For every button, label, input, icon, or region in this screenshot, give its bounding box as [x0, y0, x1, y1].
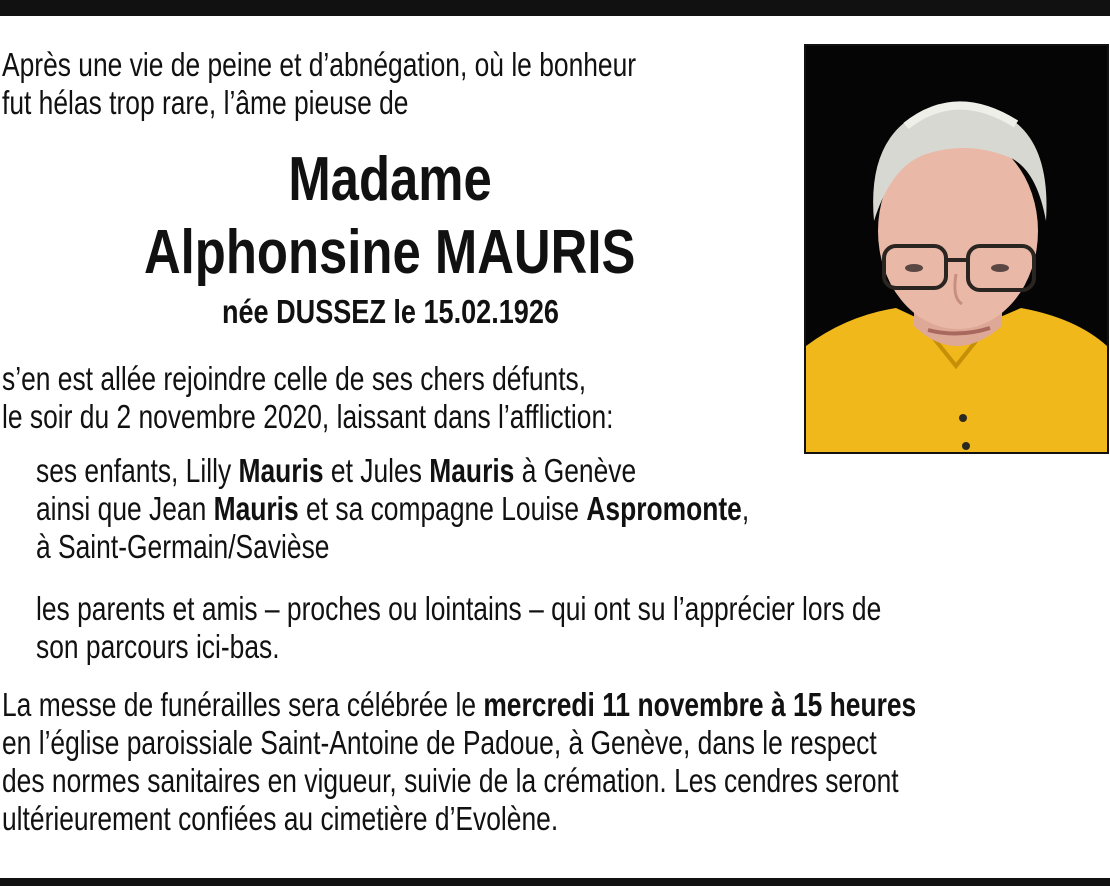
relatives-line-2: son parcours ici-bas.	[36, 628, 280, 665]
top-rule	[0, 0, 1110, 16]
family-line-3: à Saint-Germain/Savièse	[36, 528, 330, 565]
mass-line-3: des normes sanitaires en vigueur, suivie de la crémation. Les cendres seront	[2, 762, 899, 799]
family-line-2: ainsi que Jean Mauris et sa compagne Louise Aspromonte,	[36, 490, 750, 527]
mass-line-4: ultérieurement confiées au cimetière d’Evolène.	[2, 800, 559, 837]
passing-line-2: le soir du 2 novembre 2020, laissant dans l’affliction:	[2, 398, 614, 435]
intro-line-2: fut hélas trop rare, l’âme pieuse de	[2, 84, 409, 121]
bottom-rule	[0, 878, 1110, 886]
portrait-photo	[804, 44, 1109, 454]
birth-info: née DUSSEZ le 15.02.1926	[221, 293, 559, 330]
intro-text	[2, 46, 636, 122]
relatives-line-1: les parents et amis – proches ou lointains – qui ont su l’apprécier lors de	[36, 590, 882, 627]
mass-line-2: en l’église paroissiale Saint-Antoine de Padoue, à Genève, dans le respect	[2, 724, 877, 761]
intro-line-1: Après une vie de peine et d’abnégation, où le bonheur	[2, 46, 637, 83]
deceased-title: Madame	[288, 145, 492, 214]
funeral-mass-text	[2, 686, 916, 838]
passing-text	[2, 360, 613, 436]
mass-line-1: La messe de funérailles sera célébrée le mercredi 11 novembre à 15 heures	[2, 686, 917, 723]
family-line-1: ses enfants, Lilly Mauris et Jules Mauris à Genève	[36, 452, 637, 489]
passing-line-1: s’en est allée rejoindre celle de ses chers défunts,	[2, 360, 587, 397]
deceased-name: Alphonsine MAURIS	[144, 218, 636, 287]
portrait-icon	[806, 46, 1107, 452]
relatives-text	[36, 590, 881, 666]
family-list	[36, 452, 749, 566]
